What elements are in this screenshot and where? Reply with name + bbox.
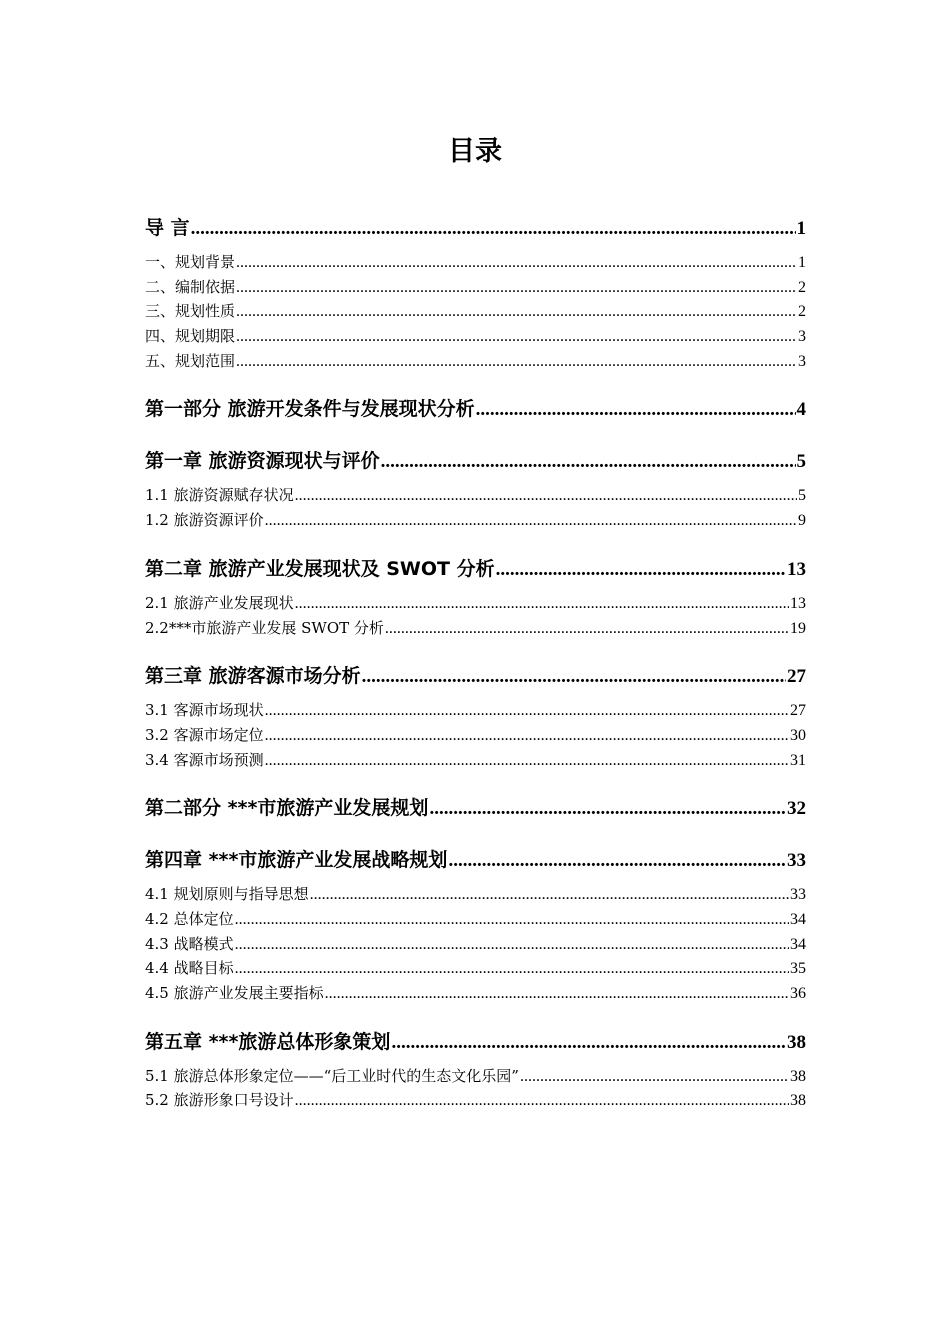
toc-page-number: 3	[798, 352, 806, 370]
toc-page-number: 38	[790, 1067, 806, 1085]
toc-heading-entry[interactable]	[145, 660, 806, 692]
toc-leader-dots	[391, 1027, 786, 1059]
toc-leader-dots	[448, 845, 786, 877]
toc-subentry[interactable]	[145, 698, 806, 723]
toc-entry-label: 二、编制依据	[145, 277, 236, 296]
toc-entry-label: 导 言	[145, 217, 190, 239]
toc-subentry[interactable]	[145, 324, 806, 349]
toc-heading-entry[interactable]	[145, 553, 806, 585]
toc-subentry[interactable]	[145, 882, 806, 907]
toc-leader-dots	[496, 554, 786, 586]
toc-leader-dots	[295, 1089, 789, 1114]
toc-leader-dots	[325, 982, 789, 1007]
toc-entry-label: 4.3 战略模式	[145, 934, 234, 953]
toc-leader-dots	[236, 325, 797, 350]
toc-entry-label: 3.2 客源市场定位	[145, 725, 264, 744]
toc-entry-label: 4.4 战略目标	[145, 959, 234, 978]
toc-page-number: 31	[790, 751, 806, 769]
toc-heading-entry[interactable]	[145, 393, 806, 425]
toc-subentry[interactable]	[145, 748, 806, 773]
toc-title: 目录	[448, 136, 502, 167]
toc-page-number: 27	[790, 702, 806, 720]
toc-page-number: 34	[790, 935, 806, 953]
toc-leader-dots	[235, 933, 789, 958]
toc-entry-label: 1.1 旅游资源赋存状况	[145, 486, 294, 505]
toc-entry-label: 4.2 总体定位	[145, 909, 234, 928]
toc-leader-dots	[191, 213, 796, 245]
toc-page-number: 5	[798, 487, 806, 505]
toc-page-number: 19	[790, 619, 806, 637]
toc-page-number: 36	[790, 985, 806, 1002]
toc-page-number: 2	[798, 303, 806, 321]
toc-heading-entry[interactable]	[145, 1026, 806, 1058]
toc-entry-label: 2.1 旅游产业发展现状	[145, 593, 294, 612]
toc-subentry[interactable]	[145, 907, 806, 932]
toc-entry-label: 第五章 ***旅游总体形象策划	[145, 1030, 391, 1053]
toc-leader-dots	[265, 699, 789, 724]
toc-entry-label: 一、规划背景	[145, 253, 236, 271]
toc-page-number: 3	[798, 328, 806, 346]
toc-subentry[interactable]	[145, 299, 806, 324]
toc-leader-dots	[236, 251, 797, 276]
toc-page-number: 35	[790, 960, 806, 978]
toc-subentry[interactable]	[145, 483, 806, 508]
toc-heading-entry[interactable]	[145, 844, 806, 876]
toc-page-number: 38	[790, 1092, 806, 1110]
toc-subentry[interactable]	[145, 349, 806, 374]
toc-leader-dots	[381, 446, 796, 478]
toc-leader-dots	[520, 1065, 789, 1090]
toc-page-number: 13	[787, 558, 806, 580]
toc-entry-label: 1.2 旅游资源评价	[145, 511, 264, 530]
toc-leader-dots	[476, 394, 796, 426]
toc-entry-label: 5.1 旅游总体形象定位——“后工业时代的生态文化乐园”	[145, 1066, 519, 1085]
toc-page-number: 9	[798, 512, 806, 530]
toc-entry-label: 2.2***市旅游产业发展 SWOT 分析	[145, 618, 384, 637]
toc-subentry[interactable]	[145, 956, 806, 981]
toc-leader-dots	[295, 592, 789, 617]
toc-entry-label: 第二部分 ***市旅游产业发展规划	[145, 797, 429, 820]
toc-page-number: 33	[787, 850, 806, 872]
toc-entry-label: 四、规划期限	[145, 327, 236, 346]
toc-entry-label: 五、规划范围	[145, 351, 236, 370]
toc-subentry[interactable]	[145, 275, 806, 300]
toc-subentry[interactable]	[145, 1088, 806, 1113]
toc-leader-dots	[310, 883, 789, 908]
table-of-contents	[145, 212, 806, 1113]
toc-entry-label: 三、规划性质	[145, 302, 236, 321]
toc-leader-dots	[235, 957, 789, 982]
toc-leader-dots	[429, 793, 786, 825]
toc-entry-label: 4.1 规划原则与指导思想	[145, 885, 309, 904]
toc-page-number: 33	[790, 886, 806, 904]
toc-entry-label: 5.2 旅游形象口号设计	[145, 1091, 294, 1110]
toc-leader-dots	[236, 300, 797, 325]
toc-entry-label: 第二章 旅游产业发展现状及 SWOT 分析	[145, 557, 495, 580]
toc-leader-dots	[236, 350, 797, 375]
toc-page-number: 34	[790, 910, 806, 928]
toc-heading-entry[interactable]	[145, 445, 806, 477]
toc-leader-dots	[362, 661, 786, 693]
toc-leader-dots	[295, 484, 797, 509]
toc-page-number: 13	[790, 594, 806, 612]
toc-subentry[interactable]	[145, 508, 806, 533]
toc-subentry[interactable]	[145, 250, 806, 275]
toc-page-number: 38	[787, 1031, 806, 1053]
toc-subentry[interactable]	[145, 591, 806, 616]
toc-page-number: 4	[796, 399, 806, 421]
toc-leader-dots	[235, 908, 789, 933]
toc-page-number: 1	[798, 254, 806, 271]
toc-subentry[interactable]	[145, 723, 806, 748]
toc-leader-dots	[265, 749, 789, 774]
toc-entry-label: 4.5 旅游产业发展主要指标	[145, 984, 324, 1002]
toc-leader-dots	[265, 724, 789, 749]
toc-leader-dots	[385, 617, 789, 642]
toc-subentry[interactable]	[145, 1064, 806, 1089]
toc-entry-label: 第三章 旅游客源市场分析	[145, 665, 361, 688]
toc-entry-label: 第四章 ***市旅游产业发展战略规划	[145, 849, 448, 872]
toc-page-number: 30	[790, 726, 806, 744]
toc-leader-dots	[265, 509, 797, 534]
toc-subentry[interactable]	[145, 932, 806, 957]
toc-entry-label: 第一章 旅游资源现状与评价	[145, 450, 380, 473]
toc-heading-entry[interactable]	[145, 212, 806, 244]
toc-page-number: 2	[798, 278, 806, 296]
toc-entry-label: 3.1 客源市场现状	[145, 701, 264, 720]
toc-page-number: 1	[796, 218, 806, 239]
toc-subentry[interactable]	[145, 616, 806, 641]
toc-entry-label: 第一部分 旅游开发条件与发展现状分析	[145, 398, 475, 421]
toc-page-number: 5	[796, 451, 806, 473]
toc-leader-dots	[236, 276, 797, 301]
toc-page-number: 32	[787, 798, 806, 820]
toc-page-number: 27	[787, 666, 806, 688]
toc-heading-entry[interactable]	[145, 792, 806, 824]
toc-entry-label: 3.4 客源市场预测	[145, 750, 264, 769]
toc-subentry[interactable]	[145, 981, 806, 1006]
